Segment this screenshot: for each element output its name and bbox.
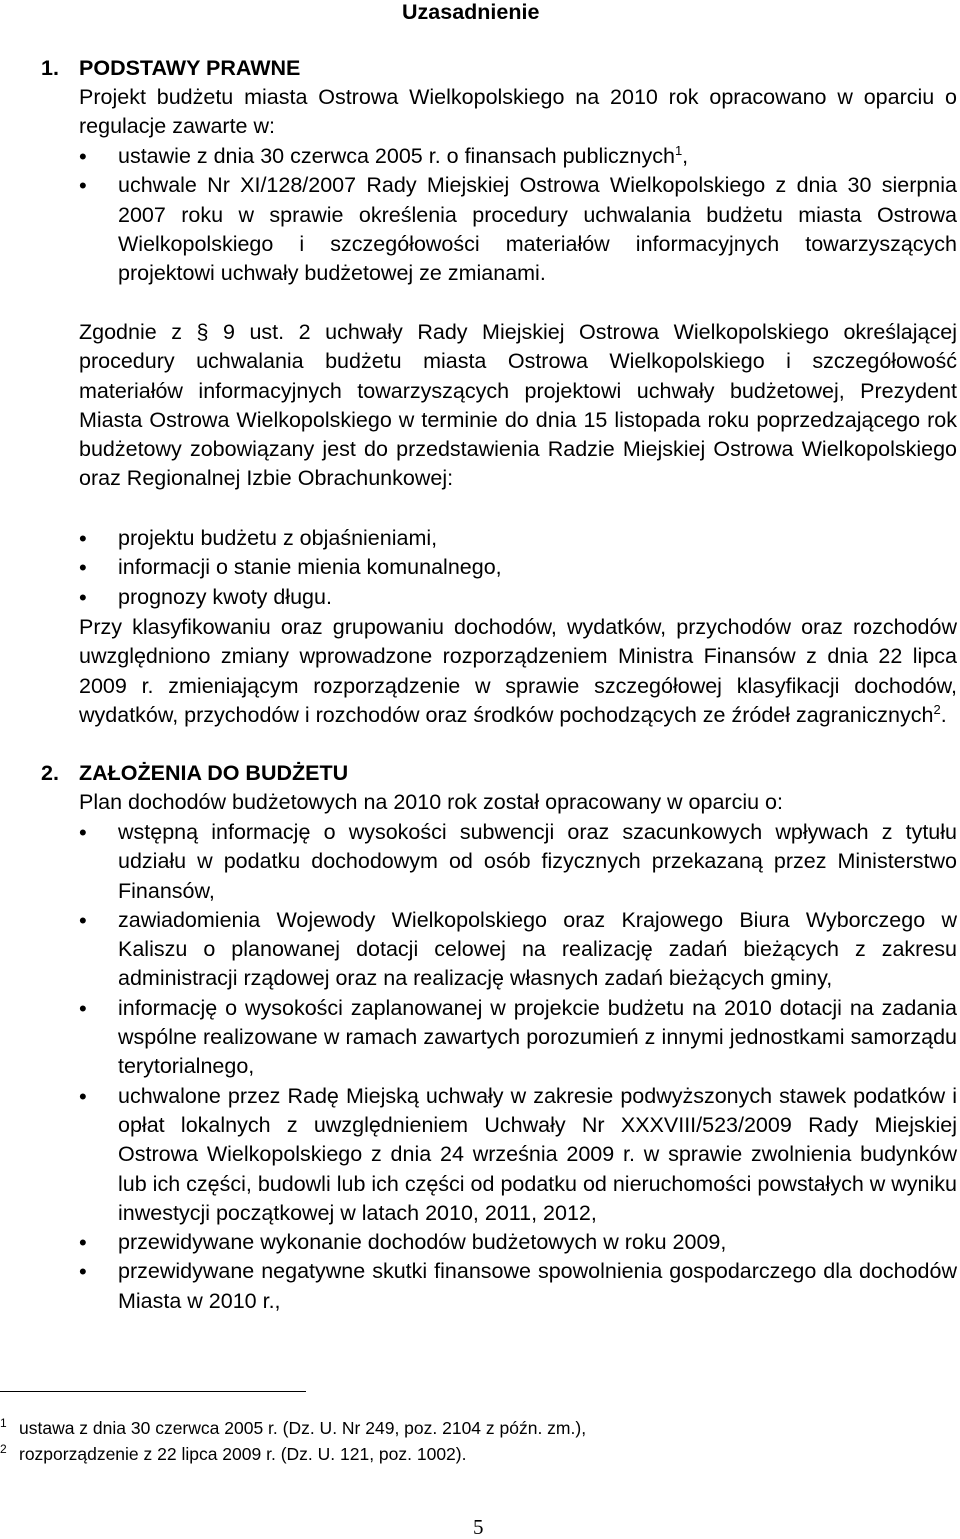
revenue-bases-list (79, 818, 957, 1316)
footnote-ref: 1 (674, 142, 683, 158)
section-1-title: PODSTAWY PRAWNE (79, 56, 301, 80)
footnote-ref: 2 (933, 701, 941, 717)
section-1-heading (41, 53, 300, 83)
footnote-2: 2 rozporządzenie z 22 lipca 2009 r. (Dz. U. 121, poz. 1002). (0, 1442, 467, 1464)
revenue-basis-item: • wstępną informację o wysokości subwencji oraz szacunkowych wpływach z tytułu udziału w podatku dochodowym od osób fizycznych przekazaną przez Ministerstwo Finansów, (79, 818, 957, 906)
page-number: 5 (473, 1515, 484, 1539)
revenue-basis-item: • przewidywane wykonanie dochodów budżetowych w roku 2009, (79, 1228, 957, 1257)
section-1-intro: Projekt budżetu miasta Ostrowa Wielkopolskiego na 2010 rok opracowano w oparciu o regulacje zawarte w: (79, 85, 957, 139)
revenue-basis-item: • informację o wysokości zaplanowanej w projekcie budżetu na 2010 dotacji na zadania wspólne realizowane w ramach zawartych porozumień z innymi jednostkami samorządu terytorialnego, (79, 994, 957, 1082)
section-2-title: ZAŁOŻENIA DO BUDŻETU (79, 761, 349, 785)
revenue-basis-item: • przewidywane negatywne skutki finansowe spowolnienia gospodarczego dla dochodów Miasta w 2010 r., (79, 1257, 957, 1316)
section-2-heading (41, 758, 348, 788)
page-heading (0, 0, 960, 27)
documents-list (79, 524, 957, 612)
section-2-intro: Plan dochodów budżetowych na 2010 rok został opracowany w oparciu o: (79, 790, 783, 814)
section-2-number: 2. (41, 761, 59, 785)
revenue-basis-item: • zawiadomienia Wojewody Wielkopolskiego oraz Krajowego Biura Wyborczego w Kaliszu o planowanej dotacji celowej na realizację zadań bieżących z zakresu administracji rządowej oraz na realizację własnych zadań bieżących gminy, (79, 906, 957, 994)
page-title: Uzasadnienie (402, 0, 540, 24)
document-item: • prognozy kwoty długu. (79, 583, 957, 612)
legal-basis-item: • uchwale Nr XI/128/2007 Rady Miejskiej Ostrowa Wielkopolskiego z dnia 30 sierpnia 2007 roku w sprawie określenia procedury uchwalania budżetu miasta Ostrowa Wielkopolskiego i szczegółowości materiałów informacyjnych towarzyszących projektowi uchwały budżetowej ze zmianami. (79, 171, 957, 288)
legal-basis-item: • ustawie z dnia 30 czerwca 2005 r. o finansach publicznych$^1$, (79, 142, 957, 171)
legal-bases-list (79, 142, 957, 288)
document-item: • informacji o stanie mienia komunalnego, (79, 553, 957, 582)
section-sign: § (196, 320, 209, 344)
obligation-paragraph: Zgodnie z § 9 ust. 2 uchwały Rady Miejskiej Ostrowa Wielkopolskiego określającej procedury uchwalania budżetu miasta Ostrowa Wielkopolskiego i szczegółowość materiałów informacyjnych towarzyszących projektowi uchwały budżetowej, Prezydent Miasta Ostrowa Wielkopolskiego w terminie do dnia 15 listopada roku poprzedzającego rok budżetowy zobowiązany jest do przedstawienia Radzie Miejskiej Ostrowa Wielkopolskiego oraz Regionalnej Izbie Obrachunkowej: (79, 320, 957, 491)
footnote-1: 1 ustawa z dnia 30 czerwca 2005 r. (Dz. U. Nr 249, poz. 2104 z późn. zm.), (0, 1416, 587, 1438)
revenue-basis-item: • uchwalone przez Radę Miejską uchwały w zakresie podwyższonych stawek podatków i opłat lokalnych z uwzględnieniem Uchwały Nr XXXVIII/523/2009 Rady Miejskiej Ostrowa Wielkopolskiego z dnia 24 września 2009 r. w sprawie zwolnienia budynków lub ich części, budowli lub ich części od podatku od nieruchomości powstałych w wyniku inwestycji początkowej w latach 2010, 2011, 2012, (79, 1082, 957, 1228)
footnote-text: ustawa z dnia 30 czerwca 2005 r. (Dz. U. Nr 249, poz. 2104 z późn. zm.), (19, 1418, 587, 1438)
document-item: • projektu budżetu z objaśnieniami, (79, 524, 957, 553)
section-1-number: 1. (41, 56, 59, 80)
footnote-text: rozporządzenie z 22 lipca 2009 r. (Dz. U. 121, poz. 1002). (19, 1444, 467, 1464)
classification-paragraph: Przy klasyfikowaniu oraz grupowaniu dochodów, wydatków, przychodów oraz rozchodów uwzględniono zmiany wprowadzone rozporządzeniem Ministra Finansów z dnia 22 lipca 2009 r. zmieniającym rozporządzenie w sprawie szczegółowej klasyfikacji dochodów, wydatków, przychodów i rozchodów oraz środków pochodzących ze źródeł zagranicznych$^2$. (79, 615, 957, 727)
footnote-separator (0, 1391, 306, 1392)
